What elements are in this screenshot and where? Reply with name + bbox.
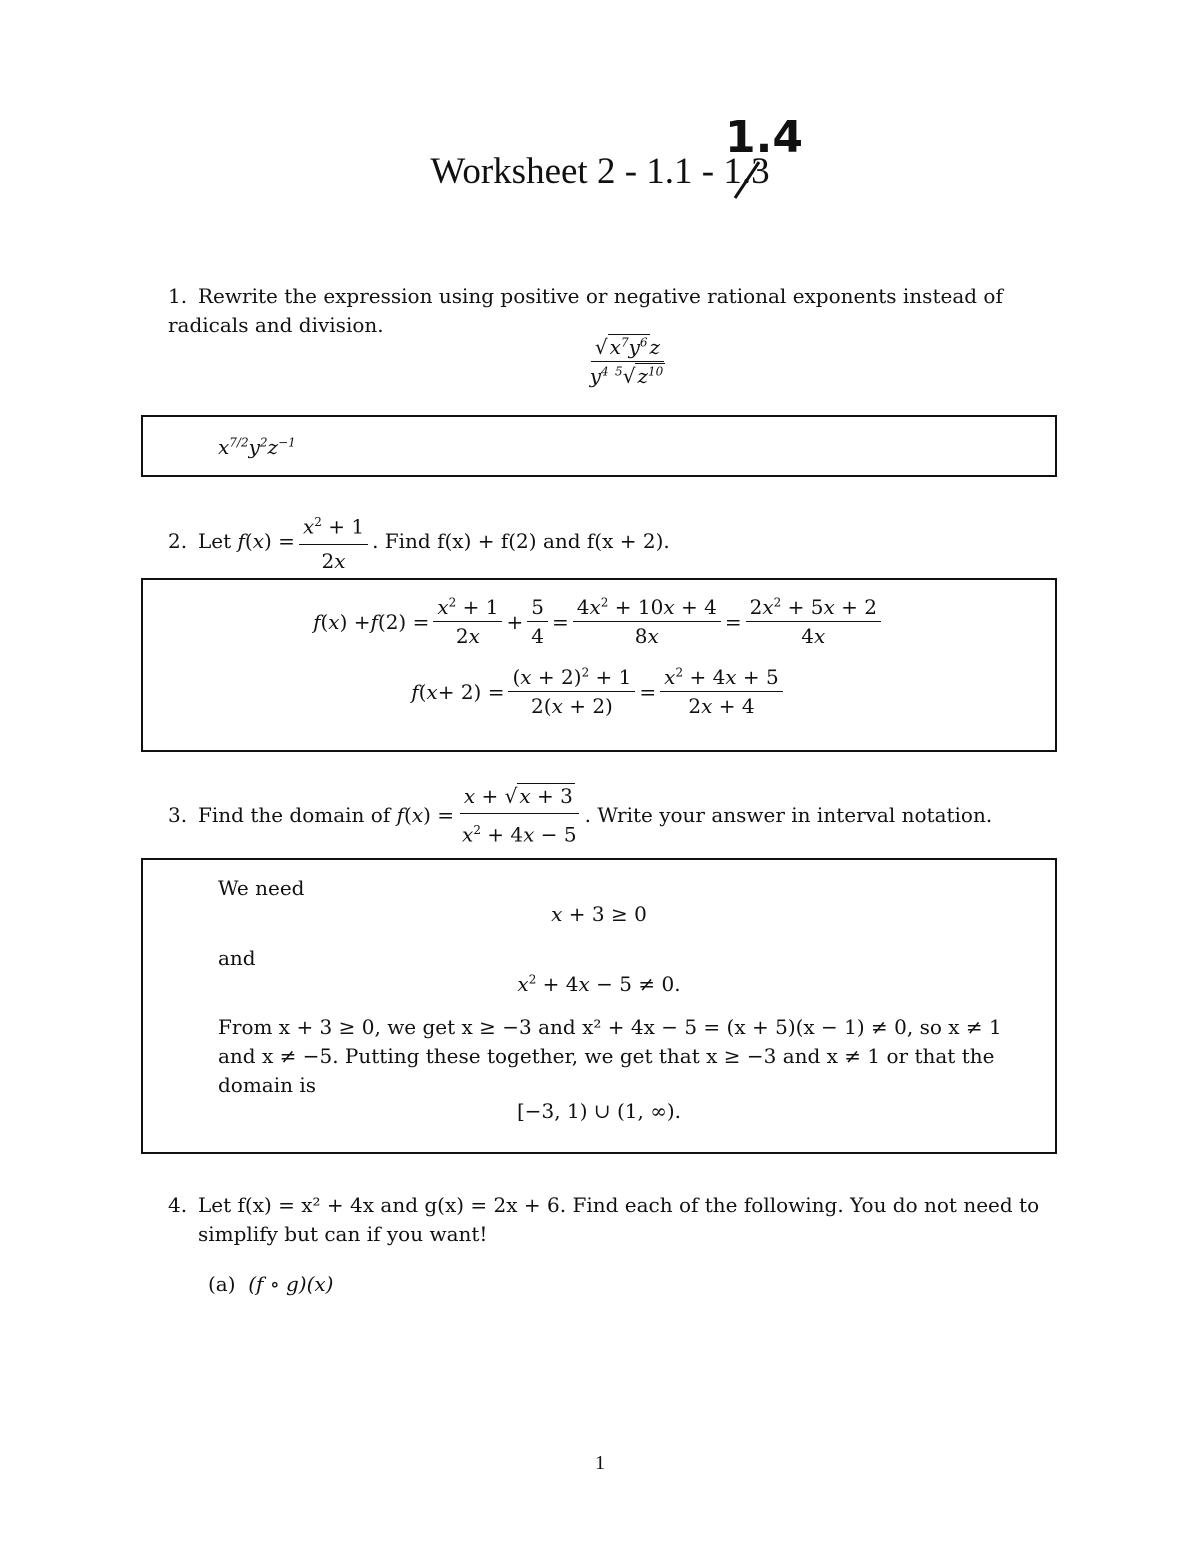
problem-3-write: . Write your answer in interval notation. bbox=[584, 803, 993, 828]
worksheet-title bbox=[0, 150, 1200, 193]
condition-2: $x^2 + 4x - 5 \ne 0$. bbox=[517, 972, 681, 996]
part-a-label: (a) bbox=[208, 1272, 236, 1296]
problem-1-text: Rewrite the expression using positive or negative rational exponents instead of radicals and division. bbox=[168, 284, 1003, 337]
domain-answer: [−3, 1) ∪ (1, ∞). bbox=[516, 1099, 682, 1123]
strike-mark bbox=[733, 160, 761, 200]
problem-4-text-1: Let f(x) = x² + 4x and g(x) = 2x + 6. Find each of the following. You do not need to bbox=[198, 1193, 1040, 1217]
answer-1: $x^{7/2}y^2z^{-1}$ bbox=[218, 435, 296, 459]
title-text: Worksheet 2 - 1.1 - 1.3 bbox=[430, 151, 770, 192]
domain-function-fraction: $\frac{x + √ x + 3}{x^2 + 4x - 5}$ bbox=[458, 782, 581, 850]
problem-4-number: 4. bbox=[168, 1193, 188, 1217]
problem-1-expression bbox=[0, 335, 1200, 388]
handwritten-correction: 1.4 bbox=[725, 112, 803, 163]
explanation-line-1: From x + 3 ≥ 0, we get x ≥ −3 and x² + 4x − 5 = (x + 5)(x − 1) ≠ 0, so x ≠ 1 bbox=[218, 1015, 1002, 1039]
part-a-expression: (f ∘ g)(x) bbox=[248, 1272, 334, 1296]
problem-1 bbox=[168, 282, 1063, 340]
problem-2-number: 2. bbox=[168, 529, 188, 554]
problem-2: 2. Let f ( x ) = $\frac{x^2 + 1}{2x}$ . Find f(x) + f(2) and f(x + 2). bbox=[168, 508, 1063, 576]
explanation-line-3: domain is bbox=[218, 1073, 317, 1097]
problem-3-number: 3. bbox=[168, 803, 188, 828]
problem-4 bbox=[168, 1191, 1063, 1220]
problem-2-find: . Find f(x) + f(2) and f(x + 2). bbox=[372, 529, 670, 554]
explanation-line-2: and x ≠ −5. Putting these together, we get that x ≥ −3 and x ≠ 1 or that the bbox=[218, 1044, 995, 1068]
problem-3-find: Find the domain of bbox=[198, 803, 391, 828]
condition-1: x + 3 ≥ 0 bbox=[551, 902, 647, 926]
problem-3: 3. Find the domain of f ( x ) = $\frac{x + √ x + 3}{x^2 + 4x - 5}$ . Write your answer in interval notation. bbox=[168, 782, 1063, 850]
problem-4-part-a bbox=[208, 1270, 333, 1299]
function-definition-fraction: $\frac{x^2 + 1}{2x}$ bbox=[299, 508, 368, 576]
answer-box-1 bbox=[141, 415, 1057, 477]
and-text: and bbox=[218, 946, 256, 970]
problem-2-let: Let bbox=[198, 529, 232, 554]
problem-4-text-2: simplify but can if you want! bbox=[198, 1222, 488, 1246]
answer-2-line-1: f ( x ) + f (2) = $\frac{x^2 + 1}{2x}$ + $\frac{5}{4}$ = $\frac{4x^2 + 10x + 4}{8x}$ = $\frac{2x^2 + 5x + 2}{4x}$ bbox=[143, 595, 1055, 648]
answer-box-3 bbox=[141, 858, 1057, 1154]
answer-2-line-2: f ( x + 2) = $\frac{(x + 2)^2 + 1}{2(x + 2)}$ = $\frac{x^2 + 4x + 5}{2x + 4}$ bbox=[143, 665, 1055, 718]
answer-box-2 bbox=[141, 578, 1057, 752]
radical-fraction: $\frac{√ x^7y^6 z}{y^4 ^5√ z^{10}}$ bbox=[589, 335, 664, 388]
problem-1-number: 1. bbox=[168, 284, 188, 308]
page-number: 1 bbox=[595, 1452, 605, 1474]
we-need-text: We need bbox=[218, 876, 305, 900]
